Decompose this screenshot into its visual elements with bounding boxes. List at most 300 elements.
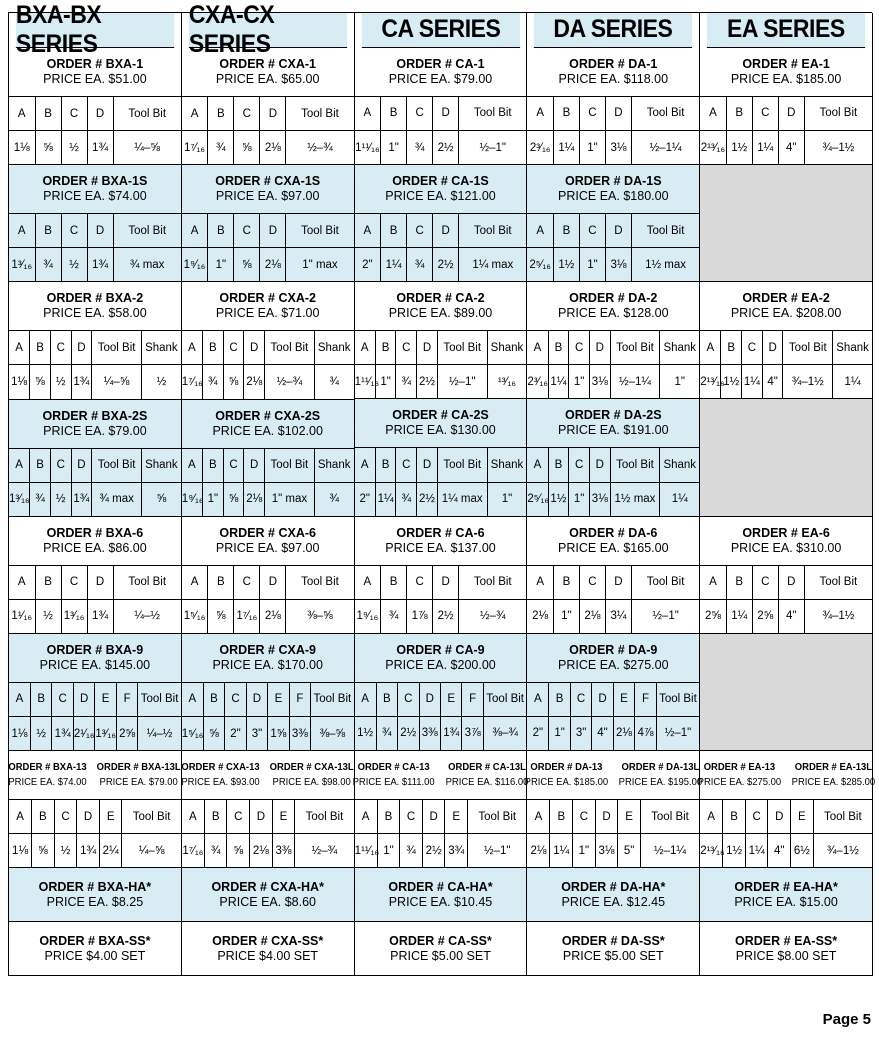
dimension-value: ¾ max bbox=[92, 482, 142, 516]
label-row bbox=[9, 800, 181, 834]
label-row bbox=[9, 566, 181, 600]
dimension-value: ½–1" bbox=[652, 610, 679, 623]
dimension-value: ¾ bbox=[396, 482, 417, 516]
order-number: ORDER # BXA-6 bbox=[46, 525, 144, 540]
dimension-value: 2" bbox=[225, 717, 246, 751]
label-row bbox=[700, 97, 872, 131]
value-row bbox=[700, 834, 872, 868]
dimension-value: 1¾ bbox=[440, 716, 461, 750]
order-info bbox=[9, 643, 181, 673]
order-number: ORDER # DA-9 bbox=[569, 642, 658, 657]
order-info bbox=[348, 751, 440, 799]
order-price: PRICE EA. $208.00 bbox=[730, 306, 842, 321]
dimension-value: 1¹⁄₁₆ bbox=[9, 599, 35, 633]
dimension-label: D bbox=[605, 214, 631, 248]
dimension-label: C bbox=[61, 97, 87, 131]
dimension-value: 1¼ bbox=[553, 131, 579, 165]
product-block bbox=[697, 751, 875, 868]
label-row bbox=[182, 566, 354, 600]
dimension-value: ¾ bbox=[329, 493, 339, 506]
dimension-value: ⅝ bbox=[35, 131, 61, 165]
order-number: ORDER # CXA-2 bbox=[219, 291, 316, 306]
order-header bbox=[355, 399, 527, 448]
dimension-label: F bbox=[635, 683, 656, 717]
product-block bbox=[700, 868, 872, 922]
order-price: PRICE EA. $8.25 bbox=[46, 894, 144, 909]
product-block bbox=[524, 751, 702, 868]
dimension-value: ¾ bbox=[400, 834, 423, 868]
order-header bbox=[700, 922, 872, 975]
dimension-value: 1¼ bbox=[844, 375, 861, 388]
order-price: PRICE EA. $165.00 bbox=[558, 540, 669, 555]
order-header bbox=[700, 868, 872, 921]
dimension-table bbox=[527, 214, 699, 281]
order-price: PRICE EA. $185.00 bbox=[730, 71, 842, 86]
value-row bbox=[9, 599, 181, 633]
dimension-value: ½–¾ bbox=[265, 365, 315, 399]
order-number: ORDER # BXA-2S bbox=[42, 408, 148, 423]
dimension-label: Tool Bit bbox=[311, 683, 354, 717]
dimension-label: A bbox=[700, 331, 721, 365]
dimension-value: ¼–½ bbox=[146, 727, 173, 740]
dimension-value: 1⅝ bbox=[268, 717, 289, 751]
dimension-table bbox=[700, 331, 872, 398]
dimension-value: 1¾ bbox=[52, 717, 73, 751]
series-title: EA SERIES bbox=[707, 13, 865, 48]
series-title: DA SERIES bbox=[534, 13, 692, 48]
dimension-value: 2⅝ bbox=[752, 599, 778, 633]
empty-cell bbox=[700, 634, 872, 751]
label-row bbox=[355, 97, 527, 131]
product-block bbox=[527, 922, 699, 976]
dimension-label: C bbox=[234, 214, 260, 248]
label-row bbox=[182, 800, 354, 834]
dimension-value: 1¼ bbox=[671, 493, 688, 506]
dimension-label: D bbox=[762, 331, 783, 365]
order-number: ORDER # EA-SS* bbox=[735, 933, 838, 948]
value-row bbox=[355, 482, 527, 516]
dimension-table bbox=[182, 97, 354, 164]
dimension-value: ¾ bbox=[329, 376, 339, 389]
dimension-label: D bbox=[778, 566, 804, 600]
order-number: ORDER # BXA-1 bbox=[46, 57, 144, 71]
dimension-label: B bbox=[35, 97, 61, 131]
label-row bbox=[527, 800, 699, 834]
order-price: PRICE EA. $191.00 bbox=[558, 423, 669, 438]
product-block bbox=[355, 48, 527, 165]
dimension-label: E bbox=[272, 800, 295, 834]
dimension-label: Tool Bit bbox=[610, 448, 660, 482]
dimension-value: 2⅛ bbox=[250, 834, 273, 868]
dimension-value: 1½ bbox=[548, 482, 569, 516]
order-price: PRICE EA. $116.00 bbox=[445, 776, 529, 789]
order-header bbox=[527, 868, 699, 921]
order-price: PRICE $5.00 SET bbox=[562, 948, 664, 963]
dimension-label: Tool Bit bbox=[265, 331, 315, 365]
order-info bbox=[527, 526, 699, 556]
dimension-label: B bbox=[553, 566, 579, 600]
dimension-value: 1¾ bbox=[87, 248, 113, 282]
label-row bbox=[527, 214, 699, 248]
label-row bbox=[9, 449, 181, 483]
dimension-label: B bbox=[381, 566, 407, 600]
dimension-table bbox=[355, 214, 527, 281]
dimension-label: A bbox=[9, 97, 35, 131]
label-row bbox=[182, 97, 354, 131]
dimension-table bbox=[182, 566, 354, 633]
order-number: ORDER # CXA-SS* bbox=[212, 933, 324, 948]
dimension-value: 2" bbox=[527, 716, 548, 750]
order-header bbox=[182, 400, 354, 449]
dimension-value: ¾ bbox=[202, 365, 223, 399]
product-block bbox=[9, 751, 181, 868]
order-price: PRICE EA. $121.00 bbox=[385, 189, 496, 204]
order-price: PRICE EA. $12.45 bbox=[561, 894, 666, 909]
order-header bbox=[355, 634, 527, 683]
order-info bbox=[693, 751, 787, 799]
dimension-label: B bbox=[35, 214, 61, 248]
dimension-value: 1⁹⁄₁₆ bbox=[182, 482, 203, 516]
order-number: ORDER # DA-2 bbox=[569, 291, 658, 306]
dimension-label: A bbox=[700, 800, 723, 834]
dimension-value: 2⅛ bbox=[579, 599, 605, 633]
label-row bbox=[527, 97, 699, 131]
order-info bbox=[355, 643, 527, 673]
dimension-label: A bbox=[527, 800, 550, 834]
dimension-label: B bbox=[381, 97, 407, 131]
dimension-value: ½ bbox=[156, 376, 167, 389]
dimension-value: 1³⁄₁₆ bbox=[9, 248, 35, 282]
order-price: PRICE EA. $285.00 bbox=[791, 776, 875, 789]
dimension-label: A bbox=[9, 566, 35, 600]
dimension-value: 1¾ bbox=[71, 365, 92, 399]
order-number: ORDER # CA-1 bbox=[396, 56, 485, 71]
order-header bbox=[9, 282, 181, 331]
series-column bbox=[697, 13, 875, 976]
dimension-value: 1¼ bbox=[752, 131, 778, 165]
dimension-value: ¾ bbox=[30, 482, 51, 516]
order-price: PRICE EA. $79.00 bbox=[99, 776, 179, 789]
dimension-value: ⅝ bbox=[234, 131, 260, 165]
dimension-label: C bbox=[223, 331, 244, 365]
dimension-label: C bbox=[745, 800, 768, 834]
dimension-label: A bbox=[182, 331, 203, 365]
dimension-value: 2¼ bbox=[99, 834, 122, 868]
dimension-value: ¹³⁄₁₆ bbox=[497, 375, 517, 388]
order-header bbox=[182, 517, 354, 566]
product-block bbox=[9, 922, 181, 976]
order-header bbox=[355, 282, 527, 331]
dimension-value: 4" bbox=[592, 716, 613, 750]
dimension-label: C bbox=[234, 566, 260, 600]
order-price: PRICE EA. $10.45 bbox=[388, 894, 493, 909]
dimension-value: 1" bbox=[549, 716, 570, 750]
value-row bbox=[527, 365, 699, 399]
order-info bbox=[9, 409, 181, 439]
order-number: ORDER # DA-2S bbox=[565, 408, 662, 423]
dimension-value: 1⁷⁄₁₆ bbox=[182, 131, 208, 165]
order-number: ORDER # DA-1S bbox=[565, 174, 662, 189]
order-info bbox=[182, 57, 354, 87]
order-info bbox=[527, 880, 699, 910]
value-row bbox=[9, 131, 181, 165]
product-block bbox=[182, 400, 354, 517]
dimension-label: B bbox=[548, 448, 569, 482]
order-info bbox=[355, 408, 527, 438]
order-info bbox=[355, 174, 527, 204]
order-number: ORDER # EA-2 bbox=[742, 291, 830, 306]
label-row bbox=[527, 683, 699, 717]
dimension-value: 4" bbox=[768, 834, 791, 868]
dimension-label: C bbox=[752, 97, 778, 131]
dimension-value: ½–1¼ bbox=[654, 844, 687, 857]
order-price: PRICE $4.00 SET bbox=[44, 948, 146, 963]
dimension-value: 1¼ bbox=[742, 365, 763, 399]
dimension-value: 2⁵⁄₁₆ bbox=[527, 482, 548, 516]
order-info bbox=[182, 643, 354, 673]
order-number: ORDER # CA-9 bbox=[396, 642, 485, 657]
dimension-value: 1" bbox=[579, 131, 605, 165]
dimension-label: B bbox=[30, 331, 51, 365]
order-price: PRICE EA. $137.00 bbox=[385, 540, 496, 555]
dimension-value: 1¼ bbox=[548, 365, 569, 399]
dimension-label: C bbox=[579, 566, 605, 600]
value-row bbox=[355, 248, 527, 282]
dimension-label: C bbox=[579, 214, 605, 248]
dimension-label: C bbox=[579, 97, 605, 131]
dimension-label: A bbox=[355, 566, 381, 600]
dimension-value: 2⅛ bbox=[244, 365, 265, 399]
order-number: ORDER # CXA-1S bbox=[215, 174, 321, 189]
dimension-label: Tool Bit bbox=[113, 214, 181, 248]
dimension-value: ⅝ bbox=[223, 365, 244, 399]
dimension-label: F bbox=[289, 683, 310, 717]
dimension-value: ¼–⅝ bbox=[138, 844, 165, 857]
order-number: ORDER # CXA-13 bbox=[181, 761, 260, 774]
dimension-label: Tool Bit bbox=[804, 566, 872, 600]
dimension-label: Tool Bit bbox=[437, 448, 487, 482]
order-number: ORDER # BXA-1S bbox=[42, 174, 148, 189]
label-row bbox=[182, 331, 354, 365]
order-info bbox=[9, 291, 181, 321]
dimension-label: D bbox=[433, 214, 459, 248]
dimension-value: ¾ bbox=[407, 131, 433, 165]
dimension-label: A bbox=[527, 683, 548, 717]
dimension-table bbox=[355, 683, 527, 750]
series-column bbox=[181, 1, 355, 976]
order-header bbox=[527, 165, 699, 214]
product-block bbox=[700, 48, 872, 165]
dimension-value: ⅝ bbox=[223, 482, 244, 516]
order-header bbox=[9, 868, 181, 921]
order-number: ORDER # DA-HA* bbox=[561, 879, 666, 894]
dimension-table bbox=[9, 331, 181, 398]
dimension-value: ⅝ bbox=[208, 599, 234, 633]
dimension-label: C bbox=[752, 566, 778, 600]
order-info bbox=[177, 751, 265, 799]
order-number: ORDER # EA-HA* bbox=[734, 879, 838, 894]
order-number: ORDER # BXA-13 bbox=[8, 761, 87, 774]
dimension-value: 2½ bbox=[422, 834, 445, 868]
dimension-label: A bbox=[9, 683, 30, 717]
dimension-label: B bbox=[553, 214, 579, 248]
value-row bbox=[700, 365, 872, 399]
dimension-label: A bbox=[527, 448, 548, 482]
dimension-label: C bbox=[569, 448, 590, 482]
dimension-value: 1⁹⁄₁₆ bbox=[355, 599, 381, 633]
series-title: CA SERIES bbox=[361, 13, 519, 48]
dimension-label: D bbox=[87, 566, 113, 600]
value-row bbox=[182, 717, 354, 751]
label-row bbox=[527, 448, 699, 482]
dimension-label: C bbox=[396, 331, 417, 365]
value-row bbox=[700, 131, 872, 165]
order-header bbox=[182, 634, 354, 683]
dimension-value: 3⅜ bbox=[419, 716, 440, 750]
dimension-table bbox=[355, 448, 527, 515]
dimension-label: Shank bbox=[660, 331, 699, 365]
dimension-label: Tool Bit bbox=[113, 97, 181, 131]
product-block bbox=[355, 282, 527, 399]
order-header bbox=[527, 399, 699, 448]
label-row bbox=[355, 566, 527, 600]
dimension-value: 1¼ bbox=[745, 834, 768, 868]
order-price: PRICE EA. $310.00 bbox=[730, 540, 842, 555]
dimension-label: C bbox=[407, 214, 433, 248]
order-number: ORDER # CXA-6 bbox=[219, 525, 316, 540]
dimension-value: 1" bbox=[208, 248, 234, 282]
dimension-value: 4" bbox=[762, 365, 783, 399]
dimension-value: ½ bbox=[35, 599, 61, 633]
dimension-value: 3⅛ bbox=[605, 131, 631, 165]
dimension-label: C bbox=[223, 449, 244, 483]
dimension-value: ¾ bbox=[381, 599, 407, 633]
dimension-table bbox=[182, 331, 354, 398]
order-number: ORDER # CA-13 bbox=[358, 761, 430, 774]
product-block bbox=[527, 517, 699, 634]
dimension-label: Tool Bit bbox=[92, 449, 142, 483]
dimension-label: Tool Bit bbox=[656, 683, 699, 717]
dimension-value: ¾ bbox=[208, 131, 234, 165]
dimension-value: 1½ bbox=[723, 834, 746, 868]
dimension-value: 1³⁄₁₆ bbox=[9, 482, 30, 516]
dimension-value: 1" bbox=[579, 248, 605, 282]
dimension-table bbox=[527, 331, 699, 398]
dimension-label: D bbox=[778, 97, 804, 131]
dimension-label: E bbox=[440, 683, 461, 717]
order-price: PRICE EA. $98.00 bbox=[272, 776, 351, 789]
dimension-label: Tool Bit bbox=[459, 214, 527, 248]
dimension-label: B bbox=[549, 683, 570, 717]
order-number: ORDER # CA-SS* bbox=[389, 933, 492, 948]
dimension-label: Tool Bit bbox=[113, 566, 181, 600]
dimension-label: C bbox=[573, 800, 596, 834]
order-info bbox=[355, 57, 527, 87]
order-header bbox=[9, 751, 181, 800]
dimension-value: ⅝ bbox=[30, 365, 51, 399]
dimension-label: D bbox=[87, 214, 113, 248]
dimension-value: 1" bbox=[202, 482, 223, 516]
product-block bbox=[182, 282, 354, 399]
dimension-label: B bbox=[208, 214, 234, 248]
order-number: ORDER # BXA-13L bbox=[96, 761, 181, 774]
dimension-value: 1" bbox=[569, 482, 590, 516]
order-info bbox=[527, 291, 699, 321]
value-row bbox=[355, 834, 527, 868]
dimension-value: 2¹³⁄₁₆ bbox=[700, 834, 723, 868]
dimension-label: D bbox=[589, 448, 610, 482]
dimension-label: D bbox=[71, 331, 92, 365]
dimension-table bbox=[9, 800, 181, 867]
dimension-value: 2⅛ bbox=[527, 599, 553, 633]
dimension-label: Shank bbox=[141, 331, 180, 365]
dimension-label: D bbox=[768, 800, 791, 834]
order-info bbox=[527, 934, 699, 964]
order-header bbox=[182, 751, 354, 800]
dimension-value: 2⅛ bbox=[527, 834, 550, 868]
dimension-value: 2" bbox=[355, 248, 381, 282]
dimension-label: B bbox=[208, 97, 234, 131]
dimension-value: 1⅛ bbox=[9, 131, 35, 165]
dimension-label: D bbox=[589, 331, 610, 365]
product-block bbox=[182, 634, 354, 751]
dimension-label: Shank bbox=[314, 331, 353, 365]
order-header bbox=[700, 282, 872, 331]
dimension-table bbox=[182, 214, 354, 281]
dimension-value: 2⅛ bbox=[613, 716, 634, 750]
dimension-label: Shank bbox=[833, 331, 872, 365]
order-number: ORDER # CXA-1 bbox=[219, 57, 316, 71]
order-number: ORDER # CXA-9 bbox=[219, 642, 316, 657]
dimension-value: 1¾ bbox=[87, 131, 113, 165]
dimension-value: ⅝ bbox=[234, 248, 260, 282]
order-price: PRICE EA. $185.00 bbox=[524, 776, 609, 789]
product-block bbox=[352, 751, 529, 868]
order-info bbox=[9, 57, 181, 87]
dimension-value: ½–1" bbox=[664, 727, 692, 740]
dimension-label: B bbox=[381, 214, 407, 248]
dimension-label: B bbox=[32, 800, 55, 834]
product-block bbox=[527, 399, 699, 516]
dimension-label: E bbox=[445, 800, 468, 834]
page-number: Page 5 bbox=[822, 1011, 871, 1028]
dimension-value: ¾ bbox=[407, 248, 433, 282]
value-row bbox=[9, 834, 181, 868]
order-number: ORDER # BXA-SS* bbox=[39, 933, 151, 948]
dimension-label: A bbox=[527, 566, 553, 600]
dimension-label: B bbox=[553, 97, 579, 131]
dimension-value: ½–¾ bbox=[479, 610, 506, 623]
dimension-label: C bbox=[61, 566, 87, 600]
dimension-label: Tool Bit bbox=[92, 331, 142, 365]
dimension-value: 3¾ bbox=[445, 834, 468, 868]
dimension-table bbox=[355, 566, 527, 633]
label-row bbox=[9, 331, 181, 365]
dimension-label: A bbox=[355, 214, 381, 248]
order-info bbox=[700, 934, 872, 964]
label-row bbox=[182, 214, 354, 248]
series-column bbox=[8, 1, 182, 976]
dimension-value: 6½ bbox=[791, 834, 814, 868]
product-block bbox=[182, 922, 354, 976]
dimension-label: B bbox=[721, 331, 742, 365]
dimension-label: C bbox=[569, 331, 590, 365]
order-header bbox=[355, 48, 527, 97]
product-block bbox=[527, 165, 699, 282]
dimension-label: D bbox=[419, 683, 440, 717]
value-row bbox=[9, 248, 181, 282]
dimension-label: Tool Bit bbox=[631, 97, 699, 131]
